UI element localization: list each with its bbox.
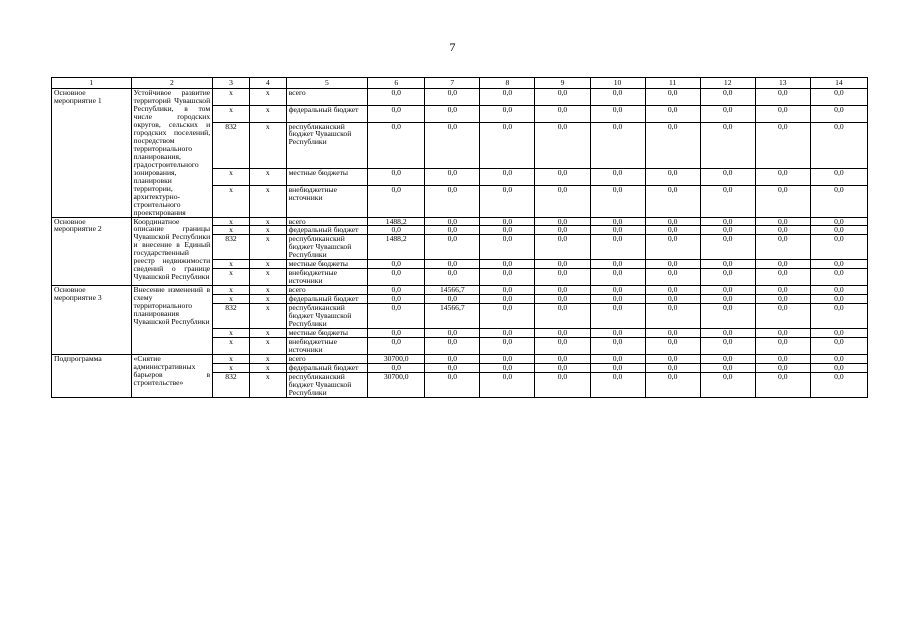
amount-cell: 0,0 <box>645 217 700 226</box>
amount-cell: 0,0 <box>645 304 700 329</box>
code-cell: х <box>213 217 250 226</box>
amount-cell: 0,0 <box>535 372 590 397</box>
amount-cell: 0,0 <box>535 304 590 329</box>
amount-cell: 0,0 <box>590 226 645 235</box>
event-description-cell: Координатное описание границы Чувашской Республики и внесение в Единый государственный реестр недвижимости сведений о границе Чувашской Республики <box>131 217 213 286</box>
amount-cell: 0,0 <box>535 295 590 304</box>
amount-cell: 0,0 <box>810 338 867 355</box>
code-cell: х <box>213 338 250 355</box>
amount-cell: 0,0 <box>645 286 700 295</box>
budget-table <box>51 77 868 398</box>
funding-source-cell: федеральный бюджет <box>286 363 368 372</box>
funding-source-cell: федеральный бюджет <box>286 226 368 235</box>
amount-cell: 0,0 <box>425 89 480 106</box>
amount-cell: 0,0 <box>755 89 810 106</box>
amount-cell: 0,0 <box>425 105 480 122</box>
amount-cell: 0,0 <box>700 304 755 329</box>
amount-cell: 0,0 <box>755 235 810 260</box>
amount-cell: 0,0 <box>425 355 480 364</box>
code-cell: х <box>249 185 286 217</box>
code-cell: х <box>249 226 286 235</box>
column-header-5: 5 <box>286 78 368 89</box>
amount-cell: 0,0 <box>590 355 645 364</box>
amount-cell: 0,0 <box>535 169 590 186</box>
amount-cell: 0,0 <box>645 269 700 286</box>
amount-cell: 0,0 <box>700 338 755 355</box>
code-cell: х <box>249 269 286 286</box>
funding-source-cell: местные бюджеты <box>286 260 368 269</box>
amount-cell: 0,0 <box>700 260 755 269</box>
amount-cell: 0,0 <box>480 269 535 286</box>
amount-cell: 0,0 <box>755 260 810 269</box>
header-row <box>52 78 868 89</box>
funding-source-cell: местные бюджеты <box>286 329 368 338</box>
amount-cell: 0,0 <box>700 105 755 122</box>
amount-cell: 0,0 <box>590 185 645 217</box>
amount-cell: 0,0 <box>755 217 810 226</box>
amount-cell: 0,0 <box>535 286 590 295</box>
amount-cell: 0,0 <box>368 260 425 269</box>
amount-cell: 0,0 <box>700 226 755 235</box>
funding-source-cell: внебюджетные источники <box>286 338 368 355</box>
amount-cell: 0,0 <box>755 269 810 286</box>
amount-cell: 0,0 <box>700 217 755 226</box>
amount-cell: 0,0 <box>810 185 867 217</box>
amount-cell: 0,0 <box>480 217 535 226</box>
amount-cell: 0,0 <box>590 363 645 372</box>
amount-cell: 0,0 <box>755 105 810 122</box>
amount-cell: 0,0 <box>755 226 810 235</box>
amount-cell: 0,0 <box>810 235 867 260</box>
amount-cell: 0,0 <box>480 185 535 217</box>
amount-cell: 0,0 <box>425 372 480 397</box>
amount-cell: 0,0 <box>535 329 590 338</box>
amount-cell: 0,0 <box>755 338 810 355</box>
amount-cell: 0,0 <box>810 286 867 295</box>
amount-cell: 0,0 <box>700 169 755 186</box>
amount-cell: 0,0 <box>425 185 480 217</box>
funding-source-cell: местные бюджеты <box>286 169 368 186</box>
amount-cell: 0,0 <box>368 169 425 186</box>
amount-cell: 0,0 <box>480 329 535 338</box>
funding-source-cell: всего <box>286 355 368 364</box>
amount-cell: 0,0 <box>480 363 535 372</box>
amount-cell: 0,0 <box>810 105 867 122</box>
table-body <box>52 89 868 398</box>
code-cell: х <box>249 338 286 355</box>
code-cell: х <box>213 260 250 269</box>
amount-cell: 0,0 <box>810 355 867 364</box>
code-cell: х <box>249 105 286 122</box>
column-header-14: 14 <box>810 78 867 89</box>
amount-cell: 0,0 <box>755 295 810 304</box>
column-header-10: 10 <box>590 78 645 89</box>
code-cell: х <box>249 286 286 295</box>
amount-cell: 0,0 <box>755 122 810 169</box>
column-header-3: 3 <box>213 78 250 89</box>
event-name-cell: Подпрограмма <box>52 355 132 398</box>
amount-cell: 0,0 <box>810 169 867 186</box>
amount-cell: 0,0 <box>645 372 700 397</box>
table-row <box>52 286 868 295</box>
code-cell: х <box>213 226 250 235</box>
code-cell: х <box>249 122 286 169</box>
code-cell: х <box>249 169 286 186</box>
amount-cell: 0,0 <box>590 260 645 269</box>
amount-cell: 0,0 <box>480 169 535 186</box>
amount-cell: 0,0 <box>425 226 480 235</box>
amount-cell: 0,0 <box>645 329 700 338</box>
amount-cell: 0,0 <box>755 372 810 397</box>
event-description-cell: «Снятие административных барьеров в строительстве» <box>131 355 213 398</box>
funding-source-cell: внебюджетные источники <box>286 185 368 217</box>
code-cell: х <box>249 304 286 329</box>
amount-cell: 0,0 <box>425 122 480 169</box>
funding-source-cell: республиканский бюджет Чувашской Республики <box>286 122 368 169</box>
column-header-4: 4 <box>249 78 286 89</box>
column-header-2: 2 <box>131 78 213 89</box>
code-cell: х <box>213 286 250 295</box>
amount-cell: 0,0 <box>700 329 755 338</box>
amount-cell: 0,0 <box>700 185 755 217</box>
code-cell: х <box>213 89 250 106</box>
amount-cell: 0,0 <box>368 304 425 329</box>
amount-cell: 0,0 <box>645 122 700 169</box>
amount-cell: 0,0 <box>368 269 425 286</box>
amount-cell: 0,0 <box>535 235 590 260</box>
amount-cell: 0,0 <box>480 260 535 269</box>
amount-cell: 0,0 <box>480 235 535 260</box>
amount-cell: 0,0 <box>480 89 535 106</box>
code-cell: х <box>213 355 250 364</box>
code-cell: х <box>213 363 250 372</box>
page-number: 7 <box>449 40 456 54</box>
amount-cell: 0,0 <box>425 169 480 186</box>
event-description-cell: Внесение изменений в схему территориального планирования Чувашской Республики <box>131 286 213 355</box>
amount-cell: 0,0 <box>535 89 590 106</box>
code-cell: х <box>213 105 250 122</box>
amount-cell: 0,0 <box>810 363 867 372</box>
amount-cell: 0,0 <box>535 338 590 355</box>
amount-cell: 0,0 <box>590 329 645 338</box>
amount-cell: 0,0 <box>425 338 480 355</box>
column-header-1: 1 <box>52 78 132 89</box>
amount-cell: 0,0 <box>368 363 425 372</box>
amount-cell: 1488,2 <box>368 235 425 260</box>
amount-cell: 0,0 <box>535 217 590 226</box>
column-header-11: 11 <box>645 78 700 89</box>
code-cell: х <box>249 372 286 397</box>
code-cell: х <box>249 363 286 372</box>
amount-cell: 0,0 <box>535 226 590 235</box>
amount-cell: 0,0 <box>425 295 480 304</box>
amount-cell: 0,0 <box>480 122 535 169</box>
amount-cell: 0,0 <box>755 363 810 372</box>
amount-cell: 0,0 <box>645 338 700 355</box>
amount-cell: 0,0 <box>480 286 535 295</box>
amount-cell: 0,0 <box>368 295 425 304</box>
funding-source-cell: республиканский бюджет Чувашской Республики <box>286 304 368 329</box>
amount-cell: 0,0 <box>755 329 810 338</box>
table-row <box>52 89 868 106</box>
funding-source-cell: республиканский бюджет Чувашской Республики <box>286 372 368 397</box>
code-cell: х <box>249 295 286 304</box>
event-description-cell: Устойчивое развитие территорий Чувашской Республики, в том числе городских округов, сельских и городских поселений, посредством территориального планирования, градостроительного зонирования, планировки территории, архитектурно-строительного проектирования <box>131 89 213 218</box>
code-cell: х <box>249 355 286 364</box>
amount-cell: 0,0 <box>368 286 425 295</box>
amount-cell: 0,0 <box>480 355 535 364</box>
code-cell: х <box>213 185 250 217</box>
code-cell: х <box>249 89 286 106</box>
amount-cell: 0,0 <box>755 355 810 364</box>
code-cell: х <box>249 217 286 226</box>
amount-cell: 0,0 <box>535 260 590 269</box>
amount-cell: 0,0 <box>810 260 867 269</box>
amount-cell: 0,0 <box>810 372 867 397</box>
amount-cell: 0,0 <box>590 105 645 122</box>
code-cell: 832 <box>213 122 250 169</box>
amount-cell: 14566,7 <box>425 304 480 329</box>
column-header-7: 7 <box>425 78 480 89</box>
amount-cell: 0,0 <box>645 260 700 269</box>
amount-cell: 0,0 <box>700 269 755 286</box>
amount-cell: 0,0 <box>590 235 645 260</box>
amount-cell: 0,0 <box>700 372 755 397</box>
amount-cell: 0,0 <box>590 122 645 169</box>
column-header-13: 13 <box>755 78 810 89</box>
amount-cell: 0,0 <box>590 304 645 329</box>
amount-cell: 0,0 <box>700 286 755 295</box>
event-name-cell: Основное мероприятие 1 <box>52 89 132 218</box>
amount-cell: 0,0 <box>755 286 810 295</box>
amount-cell: 0,0 <box>480 295 535 304</box>
amount-cell: 0,0 <box>645 295 700 304</box>
amount-cell: 0,0 <box>590 295 645 304</box>
code-cell: 832 <box>213 304 250 329</box>
amount-cell: 0,0 <box>645 169 700 186</box>
code-cell: х <box>249 329 286 338</box>
code-cell: х <box>249 235 286 260</box>
amount-cell: 0,0 <box>700 89 755 106</box>
amount-cell: 0,0 <box>700 122 755 169</box>
funding-source-cell: всего <box>286 286 368 295</box>
amount-cell: 0,0 <box>590 217 645 226</box>
code-cell: х <box>213 269 250 286</box>
amount-cell: 0,0 <box>535 105 590 122</box>
column-header-9: 9 <box>535 78 590 89</box>
code-cell: 832 <box>213 372 250 397</box>
amount-cell: 0,0 <box>645 105 700 122</box>
column-header-8: 8 <box>480 78 535 89</box>
amount-cell: 0,0 <box>645 89 700 106</box>
amount-cell: 0,0 <box>590 338 645 355</box>
amount-cell: 0,0 <box>590 169 645 186</box>
amount-cell: 0,0 <box>645 363 700 372</box>
amount-cell: 0,0 <box>590 372 645 397</box>
amount-cell: 0,0 <box>810 295 867 304</box>
table-row <box>52 355 868 364</box>
amount-cell: 0,0 <box>645 226 700 235</box>
amount-cell: 0,0 <box>755 185 810 217</box>
amount-cell: 1488,2 <box>368 217 425 226</box>
amount-cell: 0,0 <box>425 363 480 372</box>
funding-source-cell: внебюджетные источники <box>286 269 368 286</box>
amount-cell: 0,0 <box>425 217 480 226</box>
funding-source-cell: республиканский бюджет Чувашской Республики <box>286 235 368 260</box>
amount-cell: 0,0 <box>480 105 535 122</box>
amount-cell: 0,0 <box>480 226 535 235</box>
code-cell: х <box>249 260 286 269</box>
amount-cell: 30700,0 <box>368 372 425 397</box>
amount-cell: 0,0 <box>425 329 480 338</box>
amount-cell: 0,0 <box>480 338 535 355</box>
amount-cell: 0,0 <box>425 235 480 260</box>
amount-cell: 0,0 <box>368 338 425 355</box>
amount-cell: 0,0 <box>368 185 425 217</box>
amount-cell: 0,0 <box>810 226 867 235</box>
event-name-cell: Основное мероприятие 2 <box>52 217 132 286</box>
amount-cell: 0,0 <box>810 329 867 338</box>
code-cell: х <box>213 295 250 304</box>
code-cell: 832 <box>213 235 250 260</box>
amount-cell: 0,0 <box>810 269 867 286</box>
amount-cell: 0,0 <box>368 105 425 122</box>
amount-cell: 0,0 <box>590 89 645 106</box>
code-cell: х <box>213 169 250 186</box>
event-name-cell: Основное мероприятие 3 <box>52 286 132 355</box>
code-cell: х <box>213 329 250 338</box>
amount-cell: 0,0 <box>810 89 867 106</box>
amount-cell: 0,0 <box>590 286 645 295</box>
funding-source-cell: федеральный бюджет <box>286 105 368 122</box>
amount-cell: 0,0 <box>700 363 755 372</box>
column-header-6: 6 <box>368 78 425 89</box>
amount-cell: 0,0 <box>535 122 590 169</box>
amount-cell: 0,0 <box>700 355 755 364</box>
amount-cell: 0,0 <box>480 372 535 397</box>
amount-cell: 0,0 <box>368 89 425 106</box>
amount-cell: 0,0 <box>368 329 425 338</box>
table-row <box>52 217 868 226</box>
funding-source-cell: всего <box>286 89 368 106</box>
amount-cell: 14566,7 <box>425 286 480 295</box>
amount-cell: 0,0 <box>535 269 590 286</box>
amount-cell: 0,0 <box>755 304 810 329</box>
amount-cell: 0,0 <box>810 122 867 169</box>
amount-cell: 0,0 <box>480 304 535 329</box>
amount-cell: 0,0 <box>700 235 755 260</box>
amount-cell: 0,0 <box>700 295 755 304</box>
amount-cell: 0,0 <box>535 355 590 364</box>
amount-cell: 0,0 <box>810 217 867 226</box>
amount-cell: 0,0 <box>755 169 810 186</box>
amount-cell: 0,0 <box>810 304 867 329</box>
amount-cell: 0,0 <box>645 235 700 260</box>
amount-cell: 0,0 <box>535 363 590 372</box>
amount-cell: 0,0 <box>535 185 590 217</box>
amount-cell: 0,0 <box>645 185 700 217</box>
amount-cell: 0,0 <box>590 269 645 286</box>
amount-cell: 30700,0 <box>368 355 425 364</box>
amount-cell: 0,0 <box>425 260 480 269</box>
column-header-12: 12 <box>700 78 755 89</box>
amount-cell: 0,0 <box>368 226 425 235</box>
funding-source-cell: федеральный бюджет <box>286 295 368 304</box>
amount-cell: 0,0 <box>645 355 700 364</box>
funding-source-cell: всего <box>286 217 368 226</box>
amount-cell: 0,0 <box>425 269 480 286</box>
amount-cell: 0,0 <box>368 122 425 169</box>
